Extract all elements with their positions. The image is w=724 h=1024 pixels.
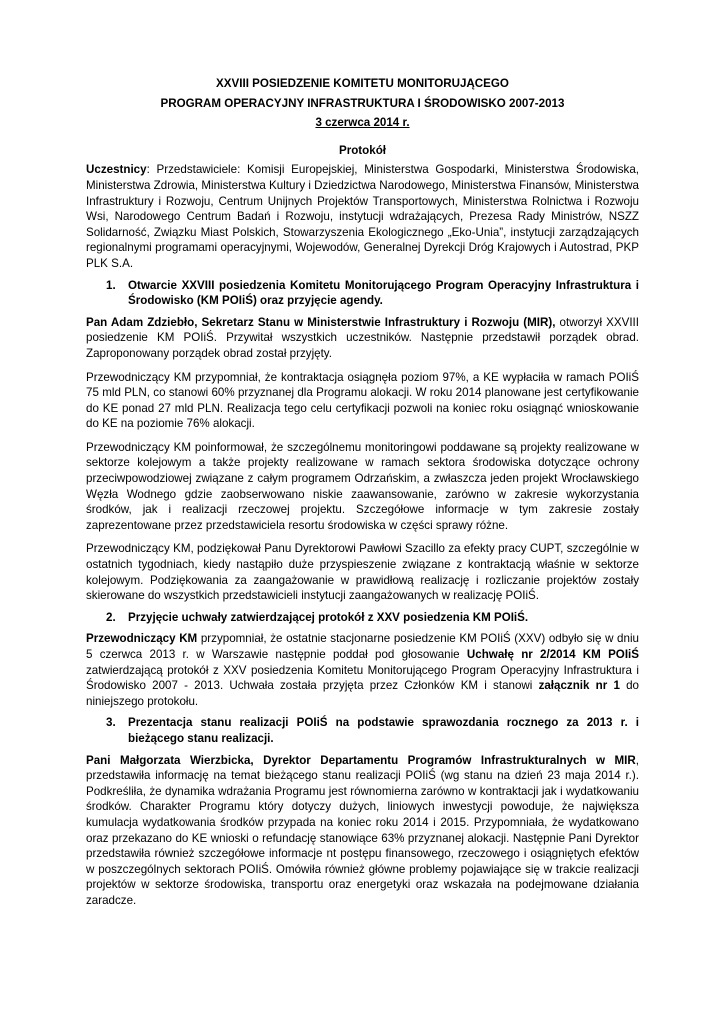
section-3-speaker: Pani Małgorzata Wierzbicka, Dyrektor Departamentu Programów Infrastrukturalnych w MIR	[86, 753, 636, 767]
section-1-paragraph-2: Przewodniczący KM przypomniał, że kontraktacja osiągnęła poziom 97%, a KE wypłaciła w ramach POIiŚ 75 mld PLN, co stanowi 60% przyznanej dla Programu alokacji. W roku 2014 planowane jest certyfikowanie do KE ponad 27 mld PLN. Realizacja tego celu certyfikacji pozwoli na koniec roku osiągnąć wnioskowanie do KE na poziomie 76% alokacji.	[86, 370, 639, 431]
participants-paragraph	[86, 162, 639, 271]
section-2-attachment: załącznik nr 1	[538, 679, 620, 693]
section-2-paragraph	[86, 631, 639, 709]
doc-heading-program: PROGRAM OPERACYJNY INFRASTRUKTURA I ŚRODOWISKO 2007-2013	[160, 96, 565, 110]
section-3-title: Prezentacja stanu realizacji POIiŚ na podstawie sprawozdania rocznego za 2013 r. i bieżącego stanu realizacji.	[128, 716, 639, 745]
section-1-paragraph-4: Przewodniczący KM, podziękował Panu Dyrektorowi Pawłowi Szacillo za efekty pracy CUPT, szczególnie w ostatnich tygodniach, kiedy nastąpiło duże przyspieszenie związane z kontraktacją właśnie w sektorze kolejowym. Podziękowania za zaangażowanie w prawidłową realizację i rozliczanie projektów zostały skierowane do wszystkich przedstawicieli instytucji zaangażowanych w realizację POIiŚ.	[86, 542, 639, 603]
section-1-heading	[106, 278, 639, 309]
section-1-speaker: Pan Adam Zdziebło, Sekretarz Stanu w Ministerstwie Infrastruktury i Rozwoju (MIR),	[86, 315, 556, 329]
section-1-number: 1.	[106, 278, 116, 292]
section-3-text: , przedstawiła informację na temat bieżącego stanu realizacji POIiŚ (wg stanu na dzień 23 maja 2014 r.). Podkreśliła, że dynamika wdrażania Programu jest równomierna zarówno w kontraktacji jak i wydatkowaniu środków. Charakter Programu który dotyczy dużych, liniowych inwestycji powoduje, że największa kumulacja wydatkowania środków przypada na koniec roku 2014 i 2015. Przypomniała, że wydatkowano oraz przekazano do KE wnioski o refundację stanowiące 63% przyznanej alokacji. Następnie Pani Dyrektor przedstawiła również szczegółowe informacje nt postępu finansowego, rzeczowego i osiągniętych efektów w poszczególnych sektorach POIiŚ. Omówiła również główne problemy pojawiające się w trakcie realizacji projektów w sektorze środowiska, transportu oraz energetyki oraz wskazała na podejmowane działania zaradcze.	[86, 753, 639, 907]
section-1-paragraph-3: Przewodniczący KM poinformował, że szczególnemu monitoringowi poddawane są projekty realizowane w sektorze kolejowym a także projekty realizowane w ramach sektora środowiska dotyczące ochrony przeciwpowodziowej związane z całym programem Odrzańskim, a zwłaszcza jeden projekt Wrocławskiego Węzła Wodnego gdzie zaobserwowano niskie zaawansowanie, zarówno w zakresie wykorzystania środków, jak i realizacji rzeczowej projektu. Szczegółowe informacje w tym zakresie zostały zaprezentowane przez przedstawiciela resortu środowiska w części sprawy różne.	[86, 440, 639, 532]
section-1-title: Otwarcie XXVIII posiedzenia Komitetu Monitorującego Program Operacyjny Infrastruktura i Środowisko (KM POIiŚ) oraz przyjęcie agendy.	[128, 278, 639, 308]
participants-label: Uczestnicy	[86, 163, 147, 177]
doc-title: Protokół	[338, 143, 387, 157]
participants-text: : Przedstawiciele: Komisji Europejskiej, Ministerstwa Gospodarki, Ministerstwa Środowiska, Ministerstwa Zdrowia, Ministerstwa Kultury i Dziedzictwa Narodowego, Ministerstwa Finansów, Ministerstwa Infrastruktury i Rozwoju, Centrum Unijnych Projektów Transportowych, Ministerstwa Rolnictwa i Rozwoju Wsi, Narodowego Centrum Badań i Rozwoju, instytucji wdrażających, Prezesa Rady Ministrów, NSZZ Solidarność, Związku Miast Polskich, Stowarzyszenia Ekologicznego „Eko-Unia”, instytucji zarządzających regionalnymi programami operacyjnymi, Wojewodów, Generalnej Dyrekcji Dróg Krajowych i Autostrad, PKP PLK S.A.	[86, 163, 639, 270]
section-2-text-3: do niniejszego protokołu.	[86, 679, 639, 708]
section-2-number: 2.	[106, 610, 116, 624]
doc-date: 3 czerwca 2014 r.	[315, 116, 410, 130]
section-2-title: Przyjęcie uchwały zatwierdzającej protokół z XXV posiedzenia KM POIiŚ.	[128, 610, 529, 624]
section-2-text-1: przypomniał, że ostatnie stacjonarne posiedzenie KM POIiŚ (XXV) odbyło się w dniu 5 czerwca 2013 r. w Warszawie następnie poddał pod głosowanie	[86, 632, 639, 661]
section-3-number: 3.	[106, 716, 116, 730]
section-1-p1-text: otworzył XXVIII posiedzenie KM POIiŚ. Przywitał wszystkich uczestników. Następnie przedstawił porządek obrad. Zaproponowany porządek obrad został przyjęty.	[86, 315, 640, 360]
section-1-paragraph-1	[86, 315, 639, 362]
section-3-paragraph	[86, 753, 639, 909]
document-page	[86, 76, 639, 909]
section-2-heading	[106, 610, 639, 626]
section-2-resolution: Uchwałę nr 2/2014 KM POIiŚ	[466, 648, 639, 661]
doc-heading-committee: XXVIII POSIEDZENIE KOMITETU MONITORUJĄCEGO	[216, 77, 509, 90]
section-2-text-2: zatwierdzającą protokół z XXV posiedzenia Komitetu Monitorującego Program Operacyjny Infrastruktura i Środowisko 2007 - 2013. Uchwała została przyjęta przez Członków KM i stanowi	[86, 663, 639, 693]
section-3-heading	[106, 715, 639, 746]
section-2-chair: Przewodniczący KM	[86, 632, 198, 646]
